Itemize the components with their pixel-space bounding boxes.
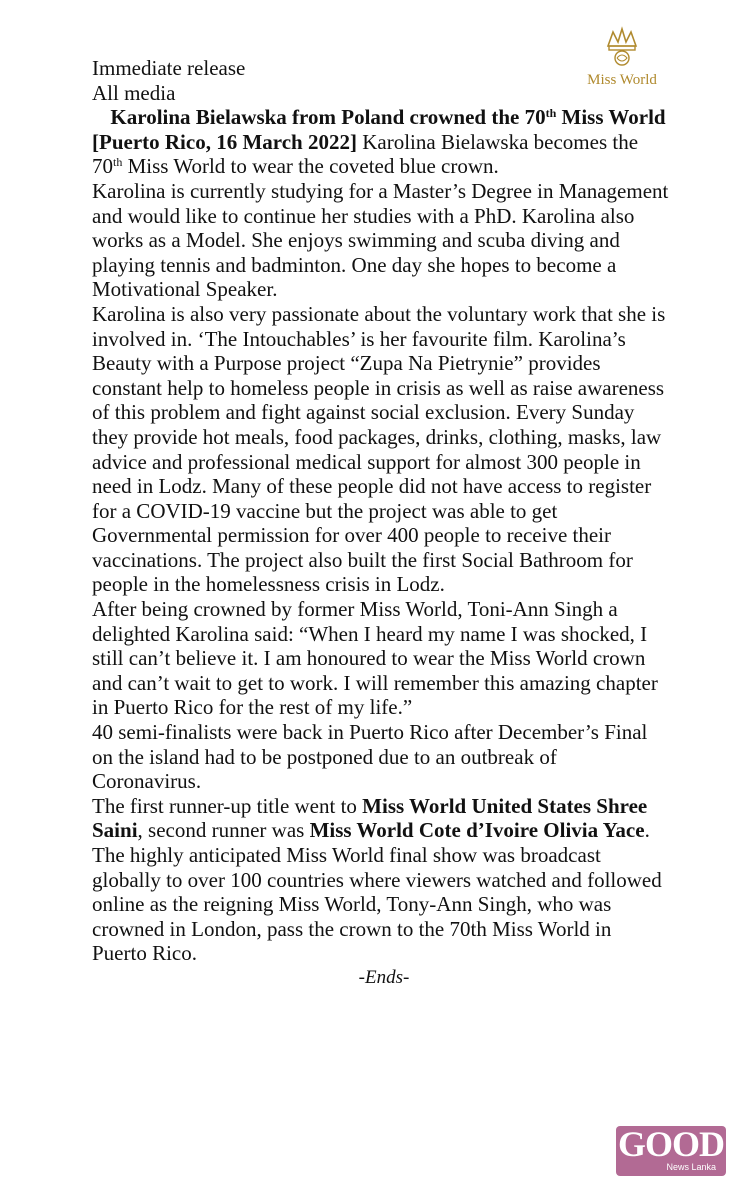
watermark-sub: News Lanka bbox=[666, 1162, 716, 1172]
paragraph-semifinalists: 40 semi-finalists were back in Puerto Rico after December’s Final on the island had to be postponed due to an outbreak of Coronavirus. bbox=[92, 720, 648, 794]
press-release bbox=[92, 56, 670, 991]
watermark-main: GOOD bbox=[617, 1124, 724, 1164]
paragraph-runners-up: The first runner-up title went to Miss World United States Shree Saini, second runner was Miss World Cote d’Ivoire Olivia Yace. bbox=[92, 793, 650, 843]
release-label: Immediate release bbox=[92, 56, 246, 80]
paragraph-broadcast: The highly anticipated Miss World final show was broadcast globally to over 100 countries where viewers watched and followed online as the reigning Miss World, Tony-Ann Singh, who was crowned in London, pass the crown to the 70th Miss World in Puerto Rico. bbox=[92, 843, 662, 966]
logo-text: Miss World bbox=[587, 72, 657, 88]
dateline: [Puerto Rico, 16 March 2022] bbox=[92, 129, 357, 154]
headline: Karolina Bielawska from Poland crowned the 70th Miss World bbox=[110, 105, 666, 130]
ends-marker: -Ends- bbox=[358, 966, 410, 988]
audience-label: All media bbox=[92, 80, 176, 105]
paragraph-studies: Karolina is currently studying for a Master’s Degree in Management and would like to continue her studies with a PhD. Karolina also works as a Model. She enjoys swimming and scuba diving and playing tennis and badminton. One day she hopes to become a Motivational Speaker. bbox=[92, 178, 669, 302]
good-news-lanka-watermark bbox=[616, 1126, 726, 1176]
paragraph-charity: Karolina is also very passionate about the voluntary work that she is involved in. ‘The Intouchables’ is her favourite film. Karolina’s Beauty with a Purpose project “Zupa Na Pietrynie” provides constant help to homeless people in crisis as well as raise awareness of this problem and fight against social exclusion. Every Sunday they provide hot meals, food packages, drinks, clothing, masks, law advice and professional medical support for almost 300 people in need in Lodz. Many of these people did not have access to register for a COVID-19 vaccine but the project was able to get Governmental permission for over 400 people to receive their vaccinations. The project also built the first Social Bathroom for people in the homelessness crisis in Lodz. bbox=[92, 301, 666, 597]
paragraph-quote: After being crowned by former Miss World, Toni-Ann Singh a delighted Karolina said: “When I heard my name I was shocked, I still can’t believe it. I am honoured to wear the Miss World crown and can’t wait to get to work. I will remember this amazing chapter in Puerto Rico for the rest of my life.” bbox=[92, 597, 658, 720]
paragraph-intro: [Puerto Rico, 16 March 2022] Karolina Bielawska becomes the 70th Miss World to wear the coveted blue crown. bbox=[92, 129, 639, 179]
